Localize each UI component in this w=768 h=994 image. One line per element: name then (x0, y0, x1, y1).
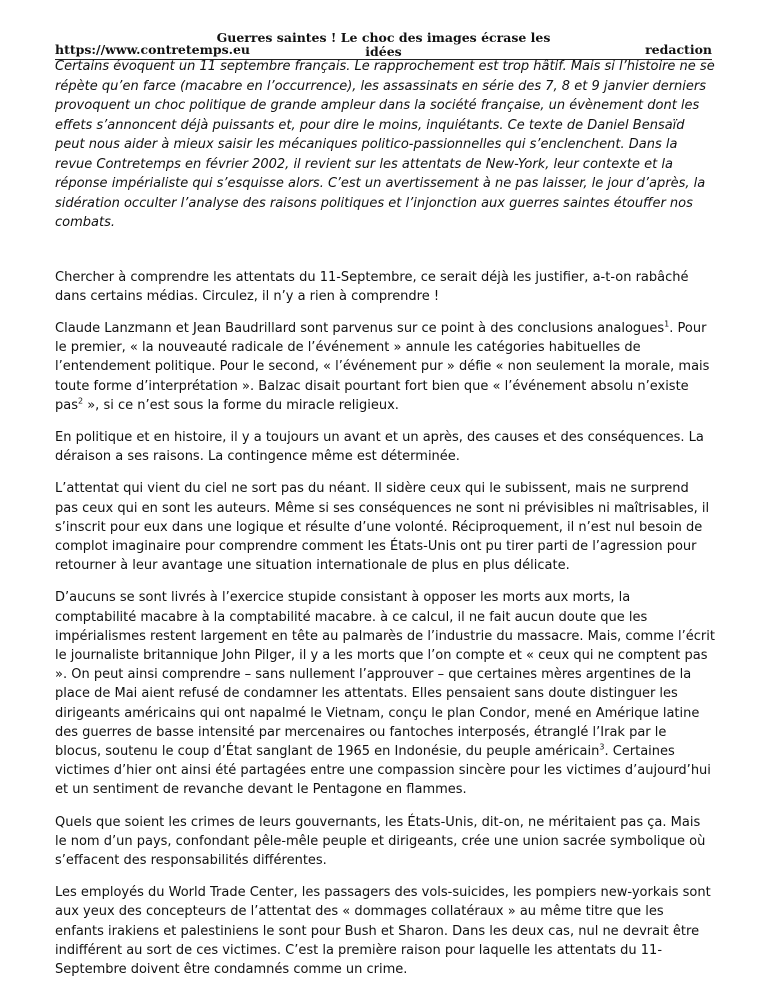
paragraph-2-text-a: Claude Lanzmann et Jean Baudrillard sont parvenus sur ce point à des conclusions analogues (55, 320, 665, 336)
footnote-ref-3[interactable]: 3 (599, 742, 605, 752)
page-header (55, 29, 712, 60)
paragraph-5-text-b: . Certaines victimes d’hier ont ainsi été partagées entre une compassion sincère pour les victimes d’aujourd’hui et un sentiment de revanche devant le Pentagone en flammes. (55, 743, 711, 798)
paragraph-2-text-c: », si ce n’est sous la forme du miracle religieux. (83, 397, 399, 413)
footnote-ref-1[interactable]: 1 (664, 319, 670, 329)
article-intro: Certains évoquent un 11 septembre français. Le rapprochement est trop hâtif. Mais si l’histoire ne se répète qu’en farce (macabre en l’occurrence), les assassinats en série des 7, 8 et 9 janvier derniers provoquent un choc politique de grande ampleur dans la société française, un évènement dont les effets s’annoncent déjà puissants et, pour dire le moins, inquiétants. Ce texte de Daniel Bensaïd peut nous aider à mieux saisir les mécaniques politico-passionnelles qui s’enclenchent. Dans la revue Contretemps en février 2002, il revient sur les attentats de New-York, leur contexte et la réponse impérialiste qui s’esquisse alors. C’est un avertissement à ne pas laisser, le jour d’après, la sidération occulter l’analyse des raisons politiques et l’injonction aux guerres saintes étouffer nos combats. (55, 59, 715, 230)
paragraph-5 (55, 588, 715, 799)
document-title-line2: idées (365, 44, 402, 59)
paragraph-1: Chercher à comprendre les attentats du 11-Septembre, ce serait déjà les justifier, a-t-on rabâché dans certains médias. Circulez, il n’y a rien à comprendre ! (55, 269, 689, 304)
document-title-line1: Guerres saintes ! Le choc des images écrase les (216, 30, 551, 45)
paragraph-3: En politique et en histoire, il y a toujours un avant et un après, des causes et des conséquences. La déraison a ses raisons. La contingence même est déterminée. (55, 429, 704, 465)
paragraph-6: Quels que soient les crimes de leurs gouvernants, les États-Unis, dit-on, ne méritaient pas ça. Mais le nom d’un pays, confondant pêle-mêle peuple et dirigeants, crée une union sacrée symbolique où s’effacent des responsabilités différentes. (55, 814, 706, 868)
article-body (55, 57, 715, 992)
paragraph-4: L’attentat qui vient du ciel ne sort pas du néant. Il sidère ceux qui le subissent, mais ne surprend pas ceux qui en sont les auteurs. Même si ses conséquences ne sont ni prévisibles ni maîtrisables, il s’inscrit pour eux dans une logique et résulte d’une volonté. Réciproquement, il n’est nul besoin de complot imaginaire pour comprendre comment les États-Unis ont pu tirer parti de l’agression pour retourner à leur avantage une situation internationale de plus en plus délicate. (55, 481, 710, 574)
paragraph-2 (55, 319, 715, 415)
footnote-ref-2[interactable]: 2 (78, 396, 84, 406)
paragraph-7: Les employés du World Trade Center, les passagers des vols-suicides, les pompiers new-yorkais sont aux yeux des concepteurs de l’attentat des « dommages collatéraux » au même titre que les enfants irakiens et palestiniens le sont pour Bush et Sharon. Dans les deux cas, nul ne devrait être indifférent au sort de ces victimes. C’est la première raison pour laquelle les attentats du 11-Septembre doivent être condamnés comme un crime. (55, 885, 711, 977)
paragraph-2-text-b: . Pour le premier, « la nouveauté radicale de l’événement » annule les catégories habituelles de l’entendement politique. Pour le second, « l’événement pur » défie « non seulement la morale, mais toute forme d’interprétation ». Balzac disait pourtant fort bien que « l’événement absolu n’existe pas (55, 320, 710, 413)
section-label: redaction (645, 42, 712, 57)
source-url-link[interactable]: https://www.contretemps.eu (55, 42, 251, 57)
paragraph-5-text-a: D’aucuns se sont livrés à l’exercice stupide consistant à opposer les morts aux morts, la comptabilité macabre à la comptabilité macabre. à ce calcul, il ne fait aucun doute que les impérialismes restent largement en tête au palmarès de l’industrie du massacre. Mais, comme l’écrit le journaliste britannique John Pilger, il y a les morts que l’on compte et « ceux qui ne comptent pas ». On peut ainsi comprendre – sans nullement l’approuver – que certaines mères argentines de la place de Mai aient refusé de condamner les attentats. Elles pensaient sans doute distinguer les dirigeants américains qui ont napalmé le Vietnam, conçu le plan Condor, mené en Amérique latine des guerres de basse intensité par mercenaires ou fantoches interposés, étranglé l’Irak par le blocus, soutenu le coup d’État sanglant de 1965 en Indonésie, du peuple américain (55, 590, 715, 759)
